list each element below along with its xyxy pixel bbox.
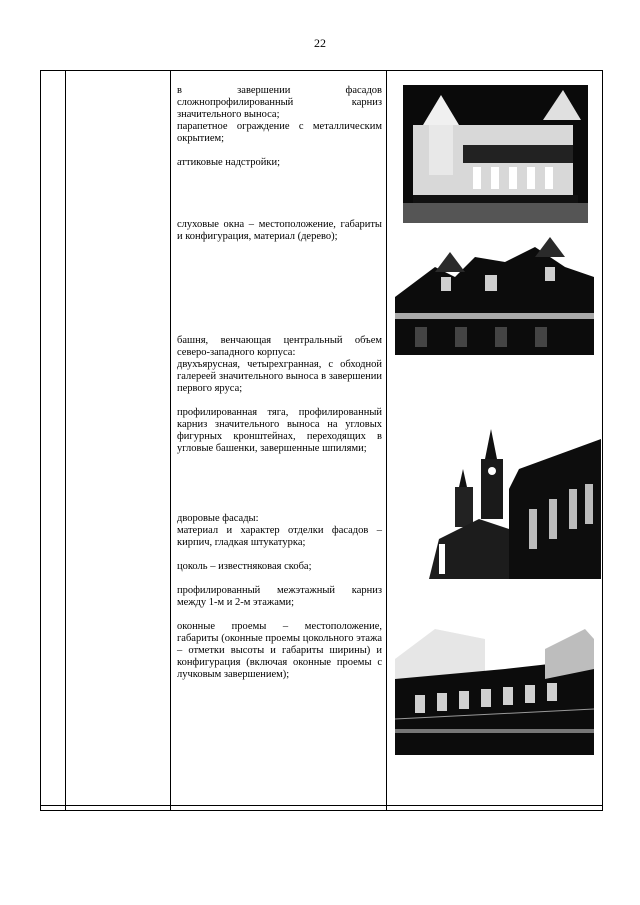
column-divider <box>386 71 387 810</box>
paragraph: аттиковые надстройки; <box>177 157 281 168</box>
column-divider <box>65 71 66 810</box>
paragraph: парапетное ограждение с металлическим окрытием; <box>177 121 382 144</box>
paragraph: цоколь – известняковая скоба; <box>177 561 312 572</box>
paragraph: профилированная тяга, профилированный карниз значительного выноса на угловых фигурных кронштейнах, переходящих в угловые башенки, завершенные шпилями; <box>177 407 382 454</box>
page-number: 22 <box>314 36 326 50</box>
paragraph: слуховые окна – местоположение, габариты и конфигурация, материал (дерево); <box>177 219 382 242</box>
paragraph: двухъярусная, четырехгранная, с обходной галереей значительного выноса в завершении первого яруса; <box>177 359 382 394</box>
tower-photo <box>409 429 601 579</box>
table-bottom-rule <box>41 805 602 806</box>
courtyard-facade-photo <box>395 619 594 755</box>
paragraph: башня, венчающая центральный объем северо-западного корпуса: <box>177 335 382 358</box>
dormer-windows-photo <box>395 237 594 355</box>
paragraph: профилированный межэтажный карниз между 1-м и 2-м этажами; <box>177 585 382 608</box>
paragraph: материал и характер отделки фасадов – кирпич, гладкая штукатурка; <box>177 525 382 548</box>
description-column <box>177 85 382 681</box>
facade-cornice-photo <box>403 85 588 223</box>
column-divider <box>170 71 171 810</box>
document-table <box>40 70 603 811</box>
paragraph: оконные проемы – местоположение, габариты (оконные проемы цокольного этажа – отметки высоты и габариты ширины) и конфигурация (включая оконные проемы с лучковым завершением); <box>177 621 382 680</box>
paragraph: дворовые фасады: <box>177 513 259 524</box>
paragraph: в завершении фасадов сложнопрофилированный карниз значительного выноса; <box>177 85 382 120</box>
